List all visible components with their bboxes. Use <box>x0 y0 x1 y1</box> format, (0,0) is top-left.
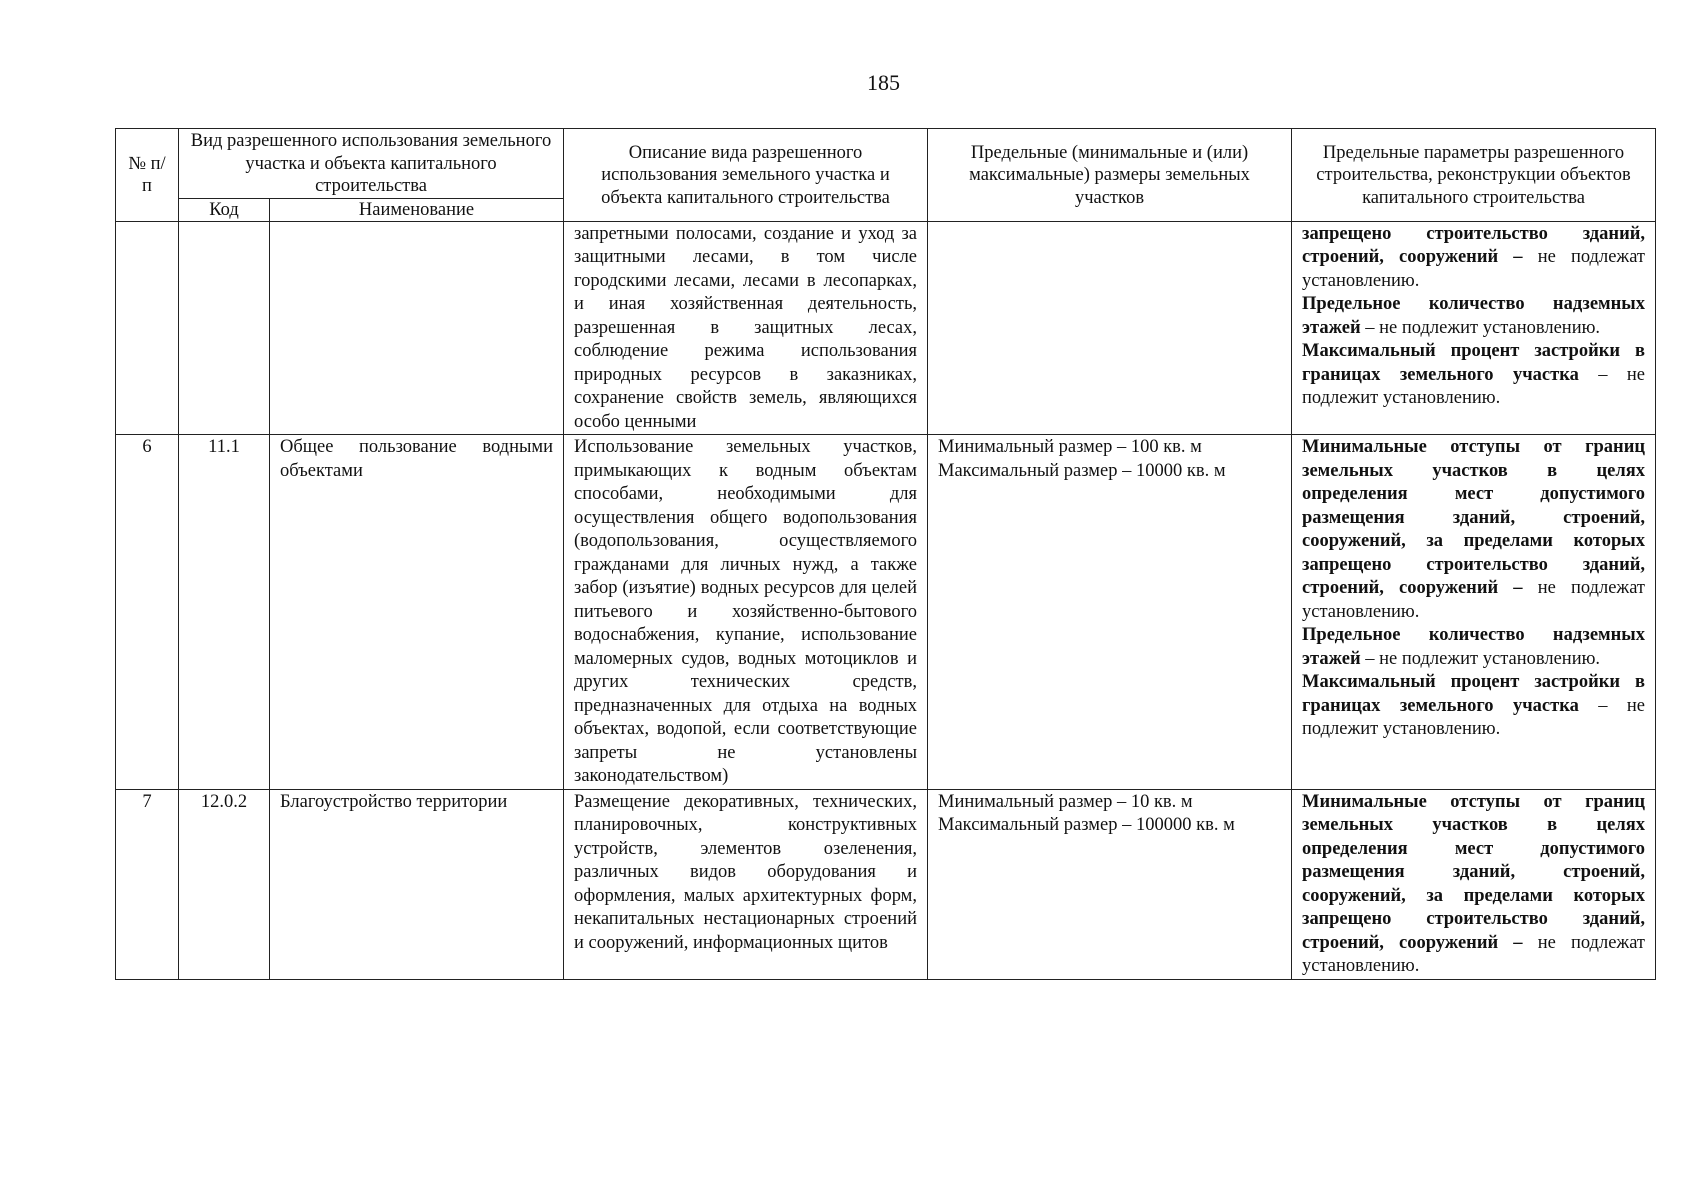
param-paragraph <box>1302 624 1645 671</box>
param-bold: запрещено строительство зданий, строений, сооружений – <box>1302 223 1646 267</box>
size-min: Минимальный размер – 10 кв. м <box>938 791 1193 812</box>
param-text: – не подлежит установлению. <box>1360 317 1601 338</box>
size-min: Минимальный размер – 100 кв. м <box>938 437 1202 457</box>
row-code: 11.1 <box>179 435 270 790</box>
header-code: Код <box>179 198 270 221</box>
param-text: не подлежат установлению. <box>1302 578 1646 622</box>
row-code: 12.0.2 <box>179 789 270 979</box>
param-text: – не подлежит установлению. <box>1360 648 1601 669</box>
table-header <box>116 129 1656 222</box>
param-bold: Минимальные отступы от границ земельных участков в целях определения мест допустимого размещения зданий, строений, сооружений, за пределами которых запрещено строительство зданий, строений, сооружений – <box>1302 791 1646 953</box>
row-params <box>1292 789 1656 979</box>
header-name: Наименование <box>270 198 564 221</box>
page-number: 185 <box>867 70 900 95</box>
row-number: 6 <box>116 435 179 790</box>
row-description: Использование земельных участков, примыкающих к водным объектам способами, необходимыми для осуществления общего водопользования (водопользования, осуществляемого гражданами для личных нужд, а также забор (изъятие) водных ресурсов для целей питьевого и хозяйственно-бытового водоснабжения, купание, использование маломерных судов, водных мотоциклов и других технических средств, предназначенных для отдыха на водных объектах, водопой, если соответствующие запреты не установлены законодательством) <box>564 435 928 790</box>
param-paragraph <box>1302 791 1645 979</box>
header-plot-sizes: Предельные (минимальные и (или) максимальные) размеры земельных участков <box>928 129 1292 222</box>
row-number <box>116 221 179 435</box>
row-plot-sizes <box>928 789 1292 979</box>
header-number: № п/п <box>116 129 179 222</box>
param-paragraph <box>1302 223 1645 294</box>
row-params <box>1292 435 1656 790</box>
header-construction-params: Предельные параметры разрешенного строительства, реконструкции объектов капитального строительства <box>1292 129 1656 222</box>
header-permitted-use: Вид разрешенного использования земельного участка и объекта капитального строительства <box>179 129 564 199</box>
row-params <box>1292 221 1656 435</box>
param-paragraph <box>1302 436 1645 624</box>
row-name: Благоустройство территории <box>270 789 564 979</box>
header-description: Описание вида разрешенного использования земельного участка и объекта капитального строительства <box>564 129 928 222</box>
param-bold: Максимальный процент застройки в границах земельного участка <box>1302 672 1646 716</box>
param-text: – не подлежит установлению. <box>1302 695 1646 739</box>
row-description: запретными полосами, создание и уход за защитными лесами, в том числе городскими лесами, лесами в лесопарках, и иная хозяйственная деятельность, разрешенная в защитных лесах, соблюдение режима использования природных ресурсов в заказниках, сохранение свойств земель, являющихся особо ценными <box>564 221 928 435</box>
table-row <box>116 435 1656 790</box>
param-text: не подлежат установлению. <box>1302 247 1646 291</box>
row-plot-sizes <box>928 221 1292 435</box>
param-text: – не подлежит установлению. <box>1302 364 1646 408</box>
size-max: Максимальный размер – 10000 кв. м <box>938 460 1226 481</box>
param-paragraph <box>1302 340 1645 411</box>
row-name: Общее пользование водными объектами <box>270 435 564 790</box>
param-paragraph <box>1302 293 1645 340</box>
param-bold: Минимальные отступы от границ земельных участков в целях определения мест допустимого размещения зданий, строений, сооружений, за пределами которых запрещено строительство зданий, строений, сооружений – <box>1302 437 1646 598</box>
row-number: 7 <box>116 789 179 979</box>
row-plot-sizes <box>928 435 1292 790</box>
param-bold: Предельное количество надземных этажей <box>1302 294 1646 338</box>
param-text: не подлежат установлению. <box>1302 932 1646 976</box>
size-max: Максимальный размер – 100000 кв. м <box>938 815 1235 835</box>
param-bold: Предельное количество надземных этажей <box>1302 625 1646 669</box>
table-row <box>116 221 1656 435</box>
row-code <box>179 221 270 435</box>
param-paragraph <box>1302 671 1645 742</box>
regulations-table <box>115 128 1656 980</box>
table-row <box>116 789 1656 979</box>
row-name <box>270 221 564 435</box>
param-bold: Максимальный процент застройки в границах земельного участка <box>1302 341 1646 385</box>
row-description: Размещение декоративных, технических, планировочных, конструктивных устройств, элементов озеленения, различных видов оборудования и оформления, малых архитектурных форм, некапитальных нестационарных строений и сооружений, информационных щитов <box>564 789 928 979</box>
